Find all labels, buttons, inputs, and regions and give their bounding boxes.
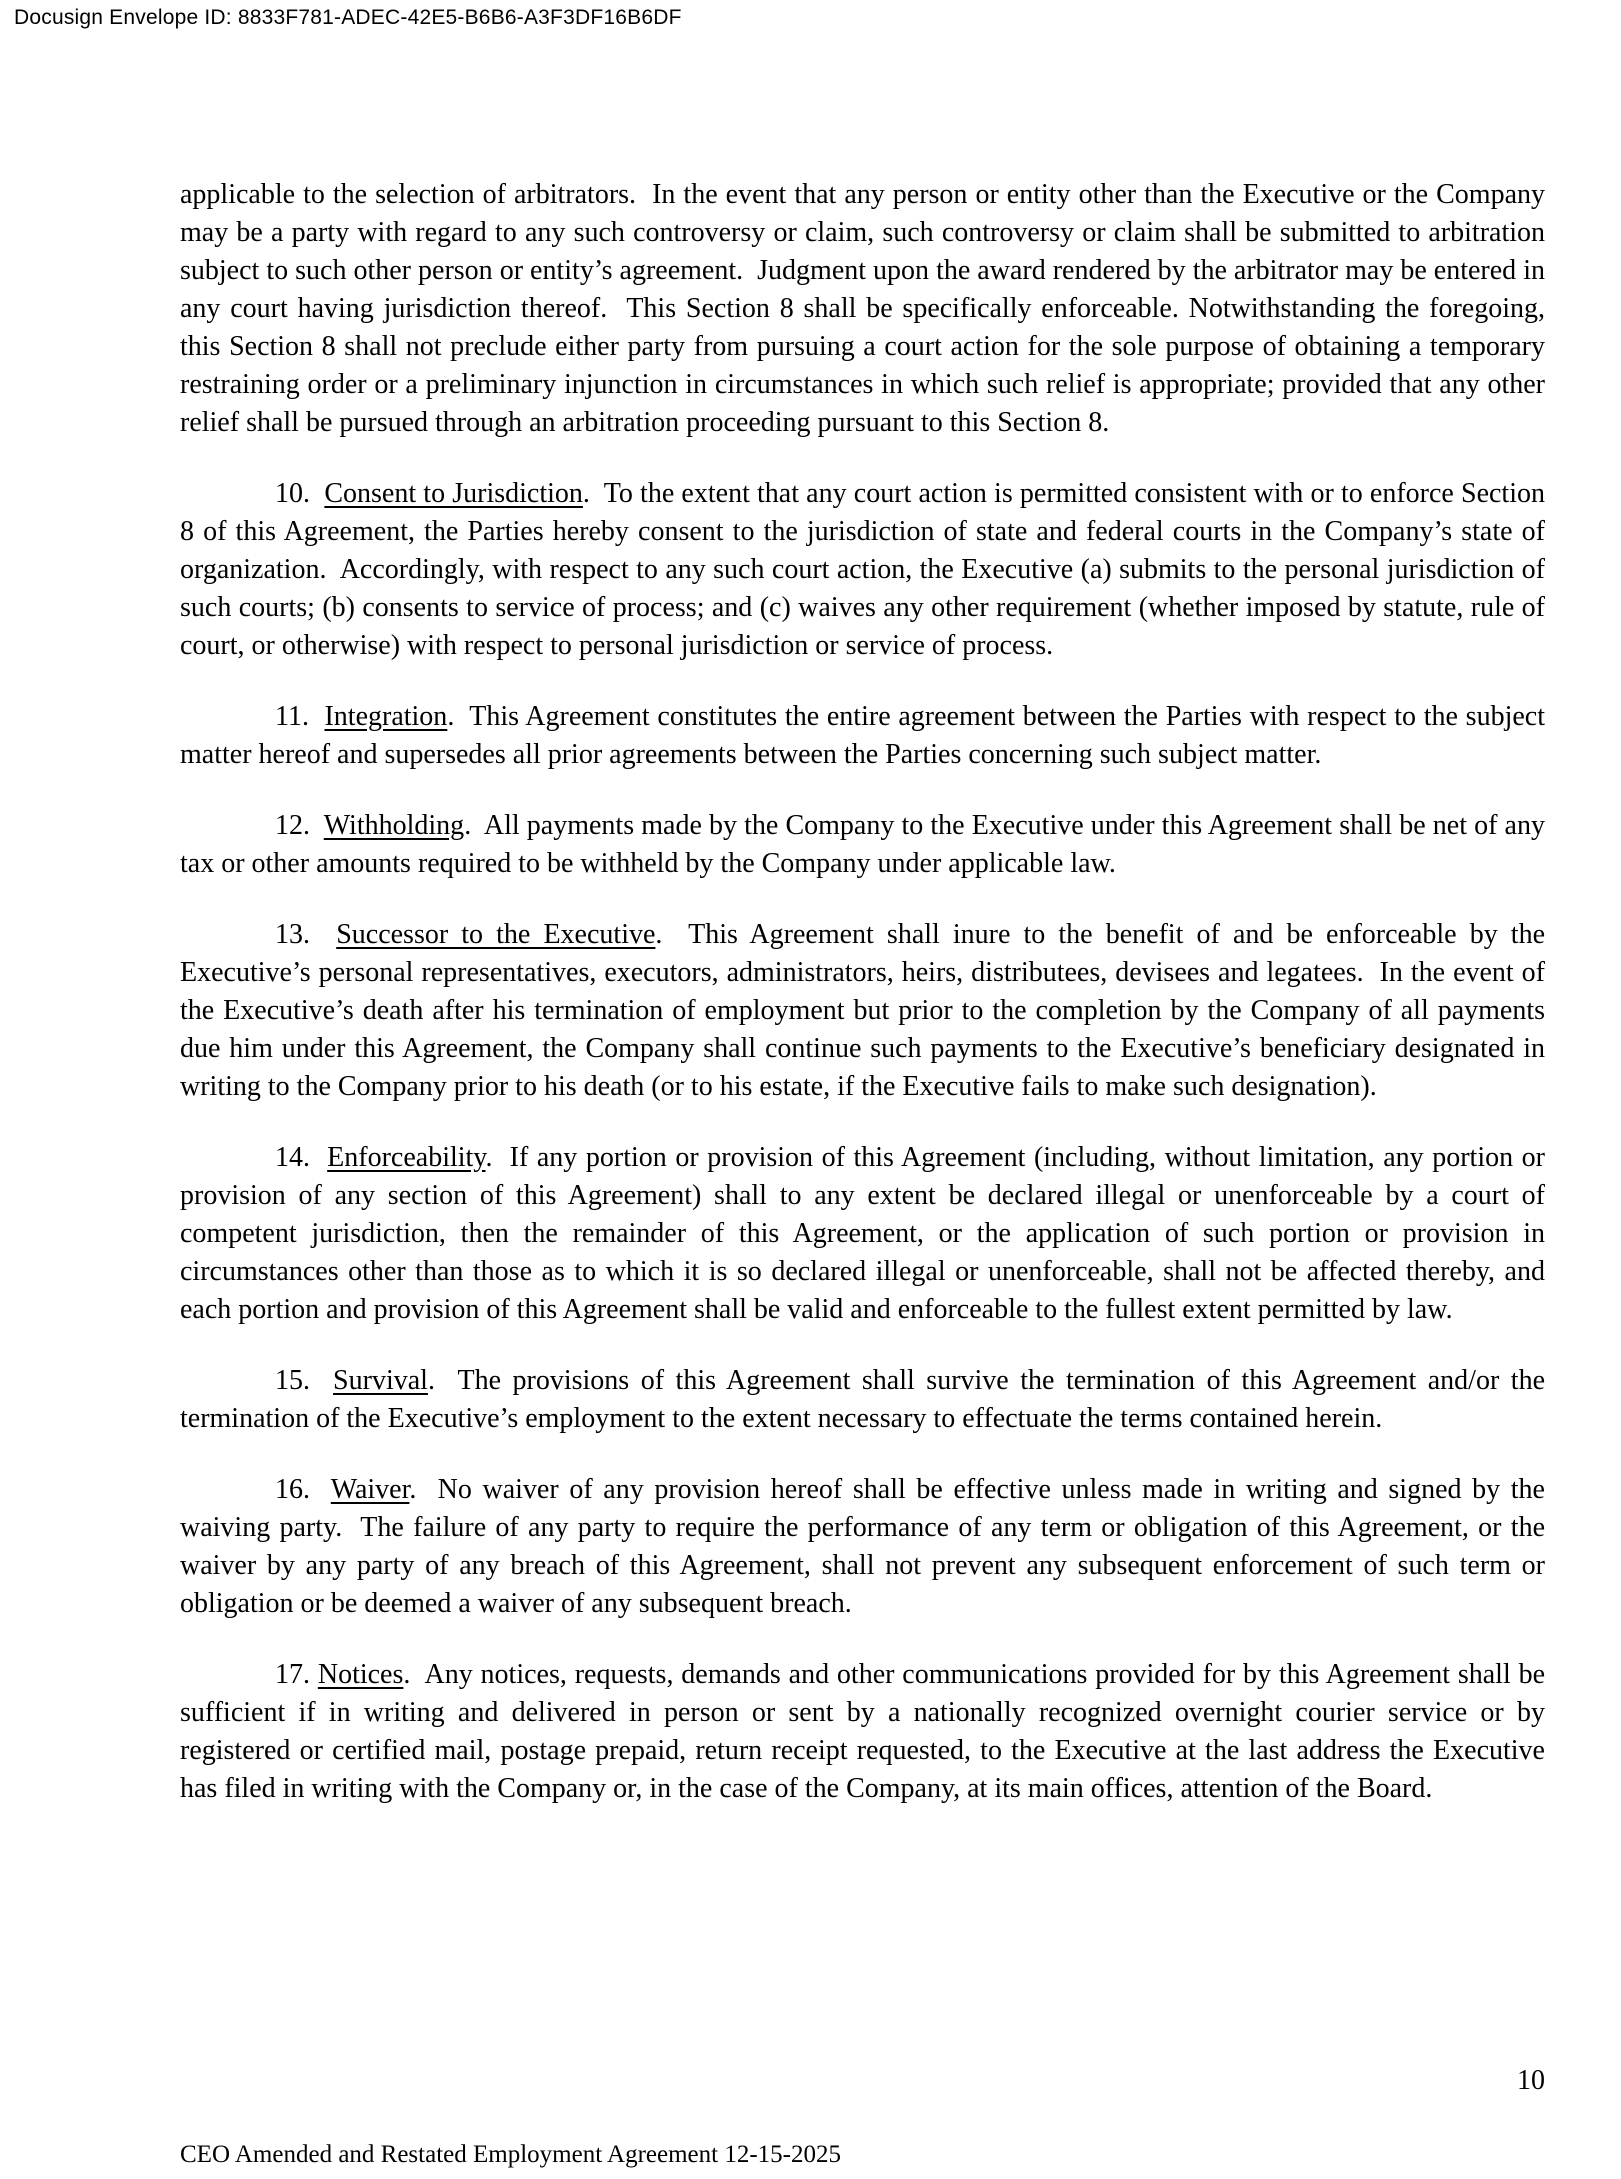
section-text: . No waiver of any provision hereof shall be effective unless made in writing and signed by the waiving party. The failure of any party to require the performance of any term or obligation of this Agreement, or the waiver by any party of any breach of this Agreement, shall not prevent any subsequent enforcement of such term or obligation or be deemed a waiver of any subsequent breach. [180, 1474, 1552, 1619]
section-17-paragraph [180, 1656, 1553, 1808]
section-13-paragraph [180, 916, 1552, 1106]
section-number: 10. [275, 478, 325, 509]
paragraph-text: applicable to the selection of arbitrators. In the event that any person or entity other than the Executive or the Company may be a party with regard to any such controversy or claim, such controversy or claim shall be submitted to arbitration subject to such other person or entity’s agreement. Judgment upon the award rendered by the arbitrator may be entered in any court having jurisdiction thereof. This Section 8 shall be specifically enforceable. Notwithstanding the foregoing, this Section 8 shall not preclude either party from pursuing a court action for the sole purpose of obtaining a temporary restraining order or a preliminary injunction in circumstances in which such relief is appropriate; provided that any other relief shall be pursued through an arbitration proceeding pursuant to this Section 8. [180, 179, 1552, 438]
section-text: . This Agreement shall inure to the benefit of and be enforceable by the Executive’s personal representatives, executors, administrators, heirs, distributees, devisees and legatees. In the event of the Executive’s death after his termination of employment but prior to the completion by the Company of all payments due him under this Agreement, the Company shall continue such payments to the Executive’s beneficiary designated in writing to the Company prior to his death (or to his estate, if the Executive fails to make such designation). [180, 919, 1552, 1102]
section-14-paragraph [180, 1139, 1552, 1329]
section-number: 15. [275, 1365, 334, 1396]
section-text: . Any notices, requests, demands and other communications provided for by this Agreement shall be sufficient if in writing and delivered in person or sent by a nationally recognized overnight courier service or by registered or certified mail, postage prepaid, return receipt requested, to the Executive at the last address the Executive has filed in writing with the Company or, in the case of the Company, at its main offices, attention of the Board. [180, 1659, 1553, 1804]
page-number: 10 [1517, 2065, 1545, 2096]
section-heading: Waiver [330, 1474, 410, 1505]
section-number: 16. [275, 1474, 331, 1505]
section-text: . This Agreement constitutes the entire agreement between the Parties with respect to the subject matter hereof and supersedes all prior agreements between the Parties concerning such subject matter. [180, 701, 1552, 770]
docusign-envelope-id: Docusign Envelope ID: 8833F781-ADEC-42E5-B6B6-A3F3DF16B6DF [14, 6, 682, 29]
section-heading: Survival [333, 1365, 428, 1396]
section-11-paragraph [180, 698, 1552, 774]
section-heading: Successor to the Executive [336, 919, 656, 950]
section-heading: Withholding [323, 810, 465, 841]
section-text: . The provisions of this Agreement shall survive the termination of this Agreement and/or the termination of the Executive’s employment to the extent necessary to effectuate the terms contained herein. [180, 1365, 1553, 1434]
section-number: 12. [275, 810, 324, 841]
section-text: . To the extent that any court action is permitted consistent with or to enforce Section 8 of this Agreement, the Parties hereby consent to the jurisdiction of state and federal courts in the Company’s state of organization. Accordingly, with respect to any such court action, the Executive (a) submits to the personal jurisdiction of such courts; (b) consents to service of process; and (c) waives any other requirement (whether imposed by statute, rule of court, or otherwise) with respect to personal jurisdiction or service of process. [180, 478, 1552, 661]
document-footer-title: CEO Amended and Restated Employment Agreement 12-15-2025 [180, 2141, 841, 2168]
section-number: 11. [275, 701, 325, 732]
section-number: 17. [275, 1659, 318, 1690]
section-number: 13. [275, 919, 337, 950]
section-heading: Integration [324, 701, 448, 732]
section-heading: Notices [317, 1659, 404, 1690]
paragraph-continuation [180, 176, 1552, 442]
section-10-paragraph [180, 475, 1552, 665]
section-12-paragraph [180, 807, 1552, 883]
section-heading: Consent to Jurisdiction [324, 478, 583, 509]
document-body [180, 176, 1553, 1808]
section-number: 14. [275, 1142, 328, 1173]
section-text: . If any portion or provision of this Agreement (including, without limitation, any portion or provision of any section of this Agreement) shall to any extent be declared illegal or unenforceable by a court of competent jurisdiction, then the remainder of this Agreement, or the application of such portion or provision in circumstances other than those as to which it is so declared illegal or unenforceable, shall not be affected thereby, and each portion and provision of this Agreement shall be valid and enforceable to the fullest extent permitted by law. [180, 1142, 1552, 1325]
section-16-paragraph [180, 1471, 1552, 1623]
section-text: . All payments made by the Company to the Executive under this Agreement shall be net of any tax or other amounts required to be withheld by the Company under applicable law. [180, 810, 1552, 879]
section-15-paragraph [180, 1362, 1553, 1438]
section-heading: Enforceability [327, 1142, 486, 1173]
